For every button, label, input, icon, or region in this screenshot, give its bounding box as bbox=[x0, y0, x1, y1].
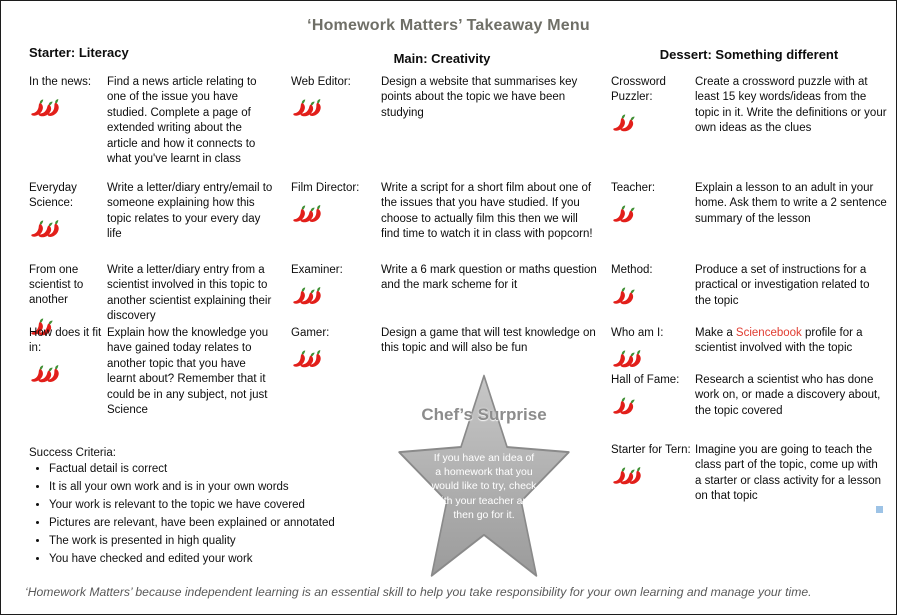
criteria-item: • You have checked and edited your work bbox=[49, 552, 374, 566]
label-cell bbox=[29, 75, 107, 120]
chili-rating bbox=[291, 204, 377, 226]
menu-item-starter-for-tern bbox=[611, 443, 889, 505]
chili-rating bbox=[291, 98, 377, 120]
chili-icon bbox=[44, 219, 62, 244]
label-cell bbox=[291, 75, 381, 120]
menu-item-who-am-i bbox=[611, 326, 889, 371]
chili-rating bbox=[611, 466, 691, 488]
label-cell bbox=[29, 181, 107, 241]
label-cell bbox=[611, 181, 695, 226]
label-cell bbox=[611, 443, 695, 488]
label-cell bbox=[611, 326, 695, 371]
chili-icon bbox=[44, 364, 62, 389]
chili-rating bbox=[611, 286, 691, 308]
chili-rating bbox=[29, 98, 103, 120]
label-cell bbox=[291, 263, 381, 308]
menu-item-label: Who am I: bbox=[611, 327, 664, 339]
menu-item-in-the-news bbox=[29, 75, 279, 167]
chili-rating bbox=[291, 349, 377, 371]
menu-item-gamer bbox=[291, 326, 597, 371]
criteria-item: • It is all your own work and is in your own words bbox=[49, 480, 374, 494]
sciencebook-text: Sciencebook bbox=[735, 327, 802, 339]
menu-item-desc: Find a news article relating to one of the issue you have studied. Complete a page of extended writing about the article and how it connects to what you've learnt in class bbox=[107, 76, 257, 166]
chili-rating bbox=[611, 204, 691, 226]
success-criteria bbox=[29, 447, 374, 570]
menu-item-desc: Write a 6 mark question or maths question and the mark scheme for it bbox=[381, 264, 597, 292]
menu-item-film-director bbox=[291, 181, 597, 243]
desc-text: Make a bbox=[695, 327, 736, 339]
menu-item-label: In the news: bbox=[29, 76, 92, 88]
menu-item-label: Gamer: bbox=[291, 327, 330, 339]
chili-icon bbox=[306, 98, 324, 123]
chili-rating bbox=[611, 396, 691, 418]
footer-note: ‘Homework Matters’ because independent learning is an essential skill to help you take responsibility for your own learning and manage your time. bbox=[25, 585, 812, 599]
menu-item-desc: Produce a set of instructions for a practical or investigation related to the topic bbox=[695, 264, 870, 307]
success-criteria-list bbox=[29, 462, 374, 566]
chili-icon bbox=[617, 113, 637, 139]
label-cell bbox=[611, 263, 695, 308]
menu-item-label: Everyday Science: bbox=[29, 182, 77, 210]
criteria-item: • Pictures are relevant, have been explained or annotated bbox=[49, 516, 374, 530]
label-cell bbox=[29, 326, 107, 386]
artifact-marker bbox=[876, 506, 883, 513]
chefs-surprise-text: If you have an idea of a homework that you would like to try, check with your teacher and then go for it. bbox=[431, 452, 537, 521]
chili-icon bbox=[626, 349, 644, 374]
desc-text: profile for a scientist involved with the topic bbox=[695, 327, 863, 355]
menu-item-label: From one scientist to another bbox=[29, 264, 84, 307]
menu-item-label: How does it fit in: bbox=[29, 327, 102, 355]
menu-item-desc: Write a letter/diary entry/email to someone explaining how this topic relates to your every day life bbox=[107, 182, 273, 241]
menu-item-label: Film Director: bbox=[291, 182, 360, 194]
label-cell bbox=[291, 181, 381, 226]
menu-item-label: Method: bbox=[611, 264, 653, 276]
criteria-item: • Factual detail is correct bbox=[49, 462, 374, 476]
chili-rating bbox=[611, 349, 691, 371]
menu-item-everyday-science bbox=[29, 181, 279, 243]
chili-icon bbox=[306, 349, 324, 374]
success-criteria-title: Success Criteria: bbox=[29, 447, 116, 459]
menu-item-label: Starter for Tern: bbox=[611, 444, 691, 456]
chili-icon bbox=[617, 396, 637, 422]
column-header-starter: Starter: Literacy bbox=[29, 45, 129, 60]
chili-icon bbox=[617, 286, 637, 312]
chili-rating bbox=[291, 286, 377, 308]
menu-item-label: Web Editor: bbox=[291, 76, 351, 88]
menu-item-label: Examiner: bbox=[291, 264, 343, 276]
chili-icon bbox=[306, 286, 324, 311]
menu-item-desc: Design a website that summarises key points about the topic we have been studying bbox=[381, 76, 578, 119]
menu-item-examiner bbox=[291, 263, 597, 308]
chili-icon bbox=[306, 204, 324, 229]
menu-item-label: Crossword Puzzler: bbox=[611, 76, 666, 104]
menu-item-crossword-puzzler bbox=[611, 75, 889, 137]
chili-icon bbox=[626, 466, 644, 491]
criteria-item: • Your work is relevant to the topic we have covered bbox=[49, 498, 374, 512]
label-cell bbox=[611, 75, 695, 135]
chili-icon bbox=[44, 98, 62, 123]
column-header-main: Main: Creativity bbox=[393, 51, 491, 66]
label-cell bbox=[291, 326, 381, 371]
menu-item-desc: Imagine you are going to teach the class part of the topic, come up with a starter or class activity for a lesson on that topic bbox=[695, 444, 881, 503]
chili-rating bbox=[29, 219, 103, 241]
menu-item-desc bbox=[695, 326, 887, 357]
page-title: ‘Homework Matters’ Takeaway Menu bbox=[307, 17, 590, 34]
chili-rating bbox=[611, 113, 691, 135]
menu-item-desc: Write a letter/diary entry from a scientist involved in this topic to another scientist explaining their discovery bbox=[107, 264, 272, 323]
menu-item-hall-of-fame bbox=[611, 373, 889, 419]
chefs-surprise-title: Chef’s Surprise bbox=[421, 405, 547, 424]
menu-item-label: Teacher: bbox=[611, 182, 656, 194]
menu-item-how-does-it-fit bbox=[29, 326, 279, 418]
chefs-surprise bbox=[397, 373, 571, 578]
menu-item-web-editor bbox=[291, 75, 597, 121]
menu-item-label: Hall of Fame: bbox=[611, 374, 680, 386]
chili-rating bbox=[29, 364, 103, 386]
menu-item-teacher bbox=[611, 181, 889, 227]
menu-item-desc: Explain a lesson to an adult in your home. Ask them to write a 2 sentence summary of the lesson bbox=[695, 182, 887, 225]
menu-item-desc: Explain how the knowledge you have gained today relates to another topic that you have learnt about? Remember that it could be in any subject, not just Science bbox=[107, 327, 269, 417]
label-cell bbox=[611, 373, 695, 418]
column-header-dessert: Dessert: Something different bbox=[659, 47, 839, 62]
criteria-item: • The work is presented in high quality bbox=[49, 534, 374, 548]
menu-item-desc: Write a script for a short film about one of the issues that you have studied. If you choose to actually film this then we will find time to watch it in class with popcorn! bbox=[381, 182, 593, 241]
menu-item-method bbox=[611, 263, 889, 309]
menu-item-desc: Design a game that will test knowledge on this topic and will also be fun bbox=[381, 327, 596, 355]
chili-icon bbox=[617, 204, 637, 230]
menu-item-desc: Create a crossword puzzle with at least 15 key words/ideas from the topic in it. Write the definitions or your own ideas as the clues bbox=[695, 76, 887, 135]
menu-item-desc: Research a scientist who has done work on, or made a discovery about, the topic covered bbox=[695, 374, 881, 417]
